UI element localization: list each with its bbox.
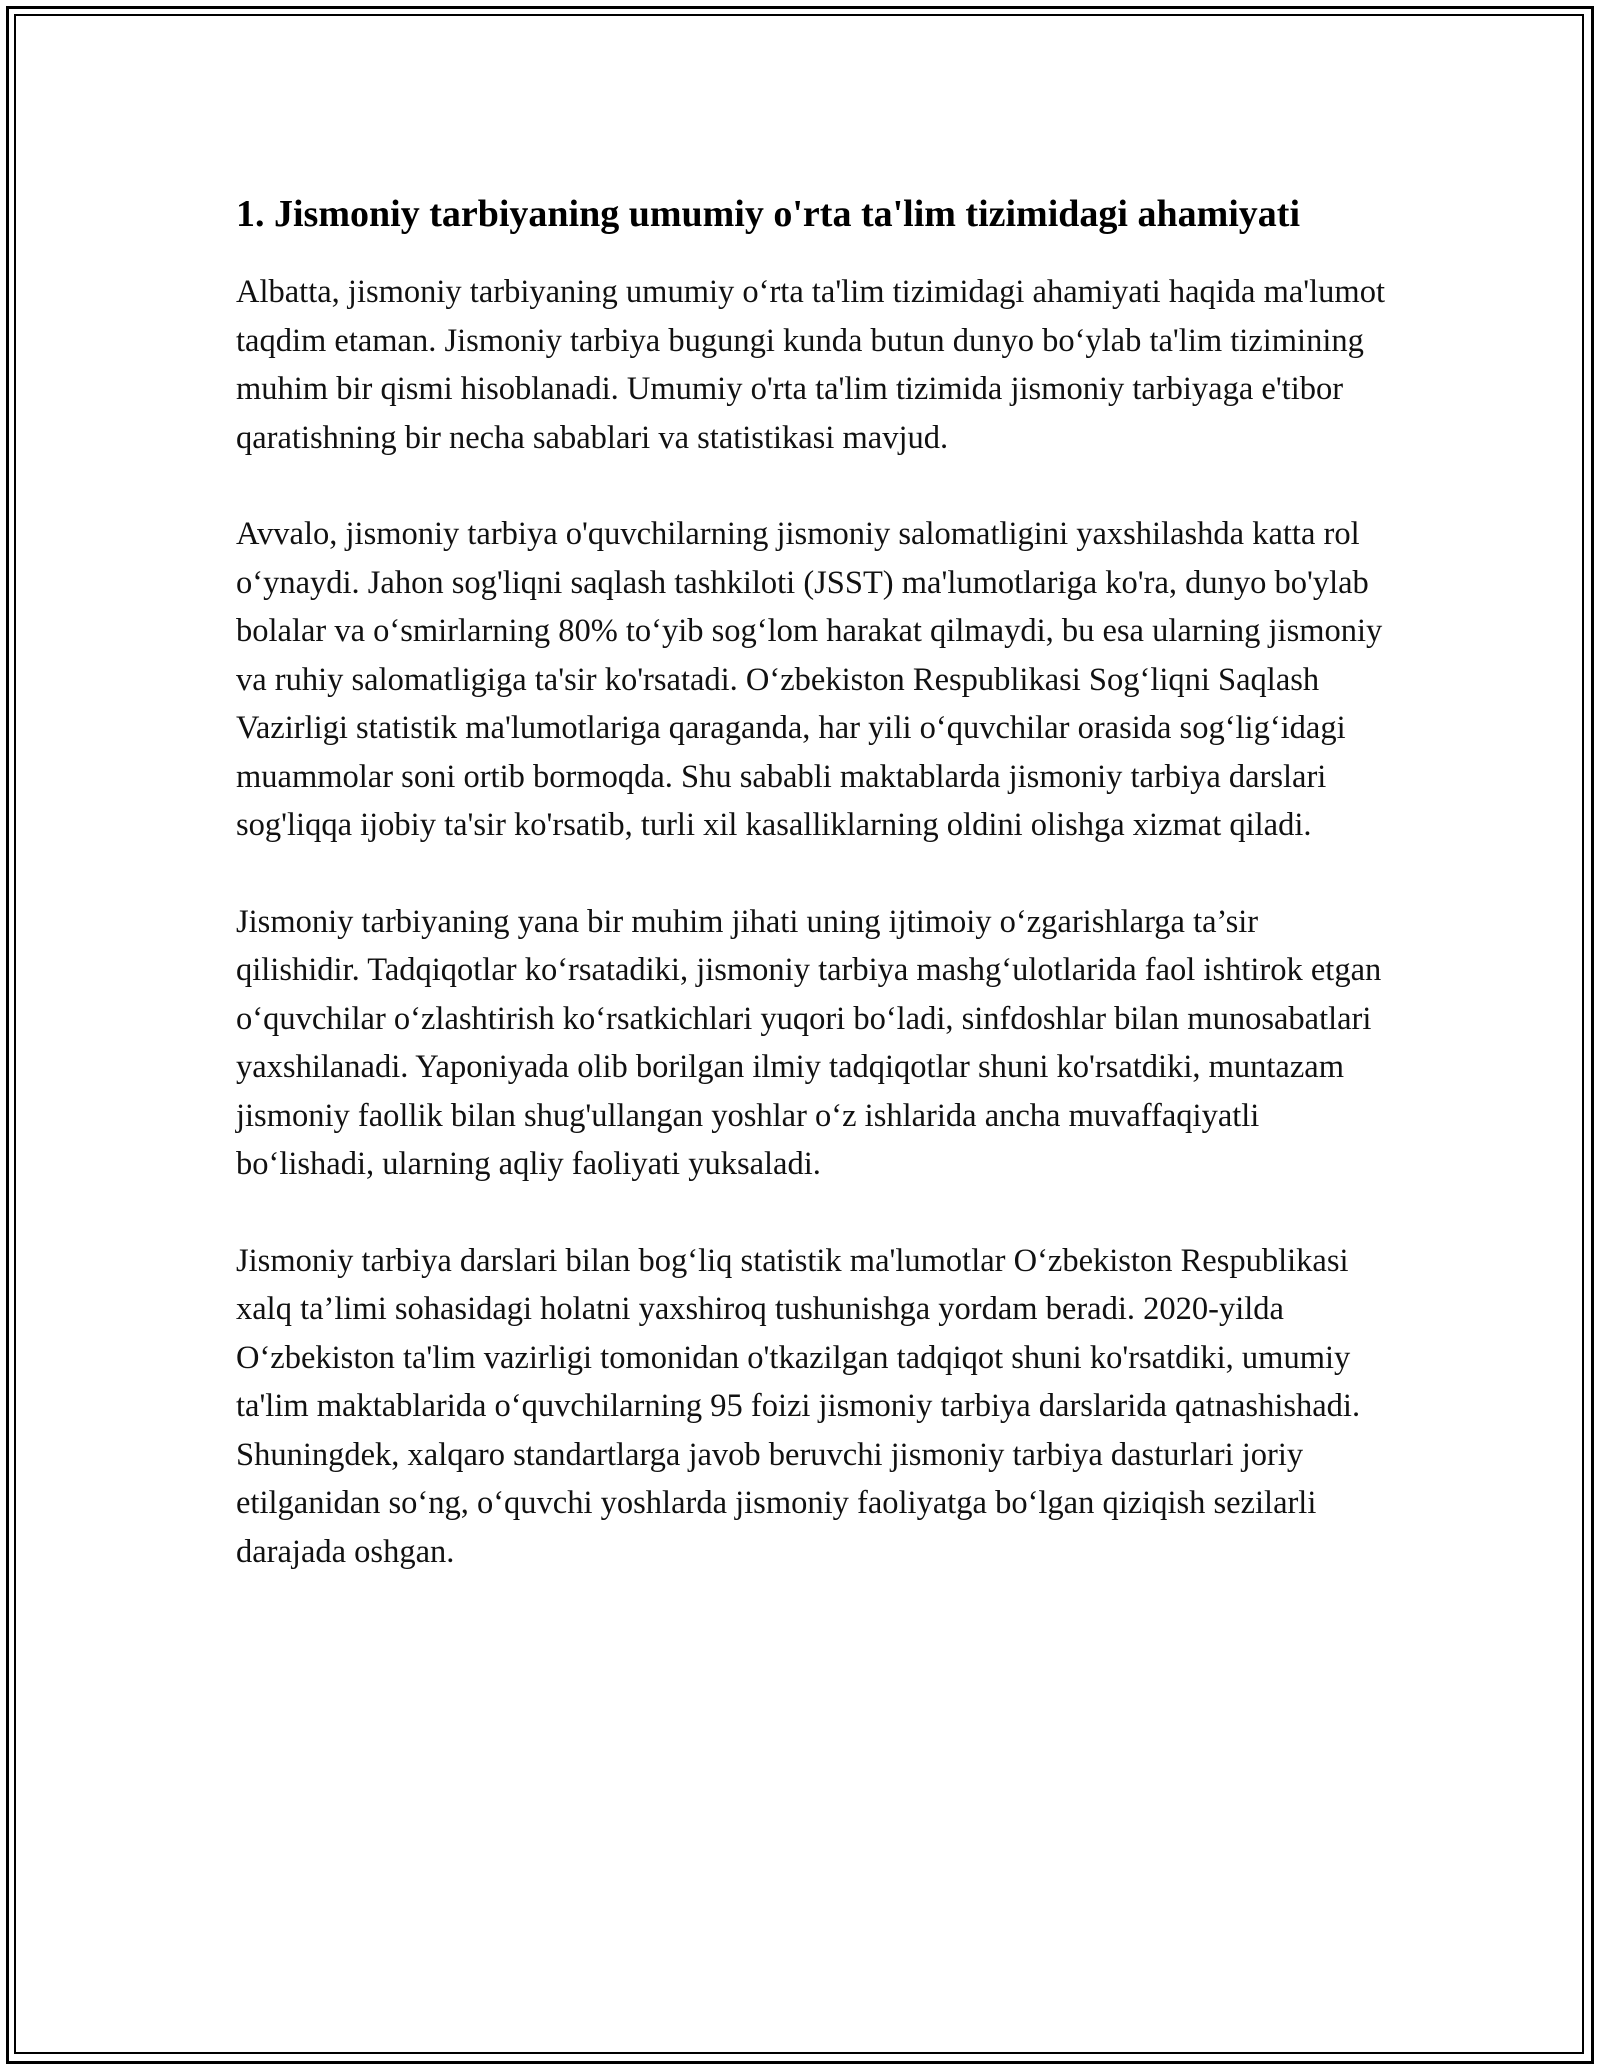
section-heading: 1. Jismoniy tarbiyaning umumiy o'rta ta'lim tizimidagi ahamiyati <box>236 193 1301 235</box>
paragraph-social: Jismoniy tarbiyaning yana bir muhim jihati uning ijtimoiy o‘zgarishlarga ta’sir qilishidir. Tadqiqotlar ko‘rsatadiki, jismoniy tarbiya mashg‘ulotlarida faol ishtirok etgan o‘quvchilar o‘zlashtirish ko‘rsatkichlari yuqori bo‘ladi, sinfdoshlar bilan munosabatlari yaxshilanadi. Yaponiyada olib borilgan ilmiy tadqiqotlar shuni ko'rsatdiki, muntazam jismoniy faollik bilan shug'ullangan yoshlar o‘z ishlarida ancha muvaffaqiyatli bo‘lishadi, ularning aqliy faoliyati yuksaladi. <box>236 903 1382 1182</box>
paragraph-intro: Albatta, jismoniy tarbiyaning umumiy o‘rta ta'lim tizimidagi ahamiyati haqida ma'lumot taqdim etaman. Jismoniy tarbiya bugungi kunda butun dunyo bo‘ylab ta'lim tizimining muhim bir qismi hisoblanadi. Umumiy o'rta ta'lim tizimida jismoniy tarbiyaga e'tibor qaratishning bir necha sabablari va statistikasi mavjud. <box>236 274 1385 456</box>
paragraph-statistics: Jismoniy tarbiya darslari bilan bog‘liq statistik ma'lumotlar O‘zbekiston Respublikasi xalq ta’limi sohasidagi holatni yaxshiroq tushunishga yordam beradi. 2020-yilda O‘zbekiston ta'lim vazirligi tomonidan o'tkazilgan tadqiqot shuni ko'rsatdiki, umumiy ta'lim maktablarida o‘quvchilarning 95 foizi jismoniy tarbiya darslarida qatnashishadi. Shuningdek, xalqaro standartlarga javob beruvchi jismoniy tarbiya dasturlari joriy etilganidan so‘ng, o‘quvchi yoshlarda jismoniy faoliyatga bo‘lgan qiziqish sezilarli darajada oshgan. <box>236 1242 1361 1570</box>
paragraph-health: Avvalo, jismoniy tarbiya o'quvchilarning jismoniy salomatligini yaxshilashda katta rol o‘ynaydi. Jahon sog'liqni saqlash tashkiloti (JSST) ma'lumotlariga ko'ra, dunyo bo'ylab bolalar va o‘smirlarning 80% to‘yib sog‘lom harakat qilmaydi, bu esa ularning jismoniy va ruhiy salomatligiga ta'sir ko'rsatadi. O‘zbekiston Respublikasi Sog‘liqni Saqlash Vazirligi statistik ma'lumotlariga qaraganda, har yili o‘quvchilar orasida sog‘lig‘idagi muammolar soni ortib bormoqda. Shu sababli maktablarda jismoniy tarbiya darslari sog'liqqa ijobiy ta'sir ko'rsatib, turli xil kasalliklarning oldini olishga xizmat qiladi. <box>236 516 1383 843</box>
document-body <box>236 186 1386 1624</box>
